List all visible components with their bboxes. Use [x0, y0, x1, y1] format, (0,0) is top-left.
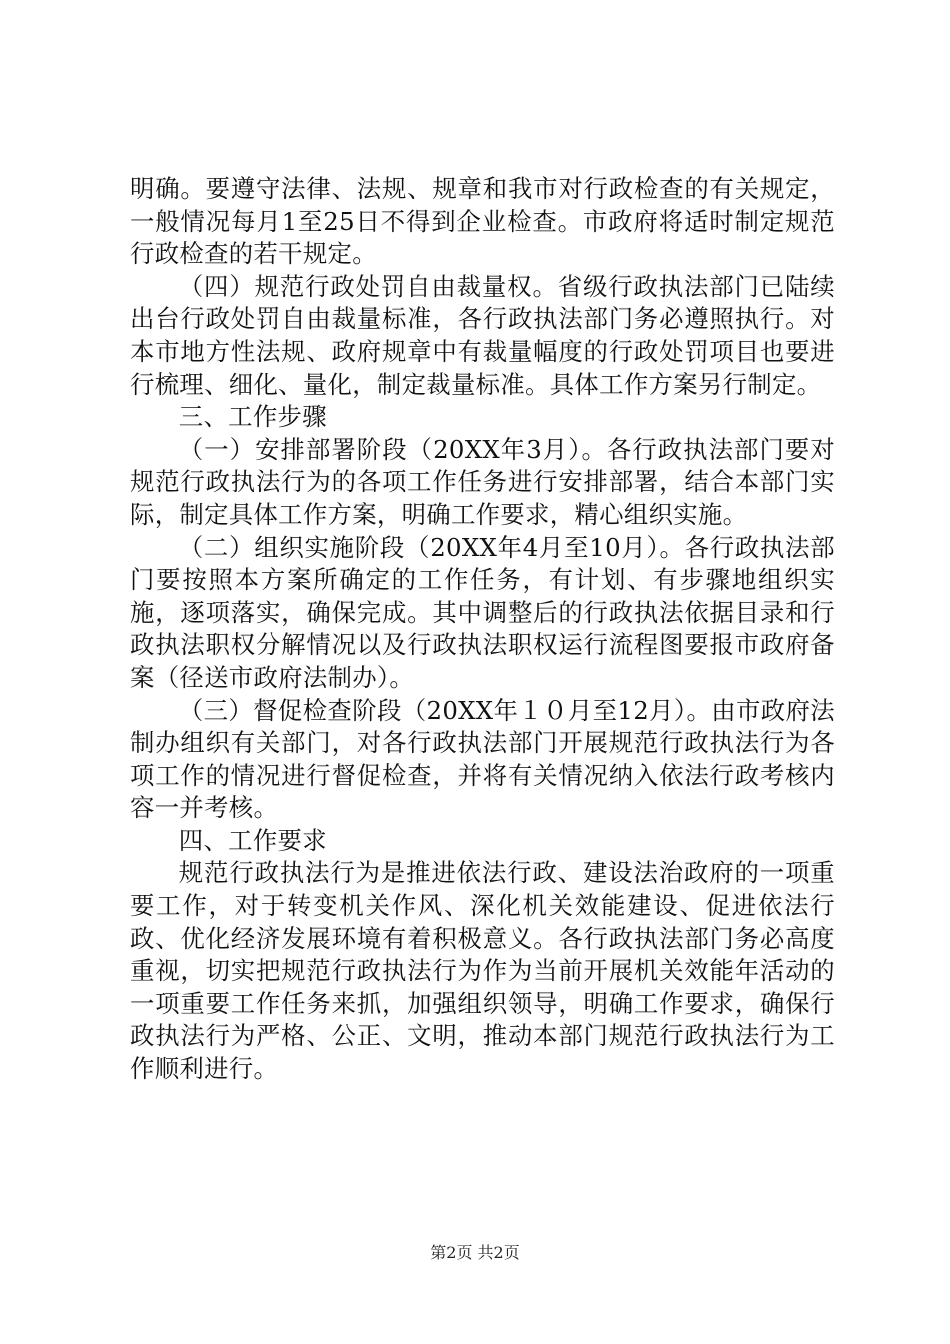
paragraph-step-2: （二）组织实施阶段（20XX年4月至10月）。各行政执法部门要按照本方案所确定的工作任务，有计划、有步骤地组织实施，逐项落实，确保完成。其中调整后的行政执法依据目录和行政执法职权分解情况以及行政执法职权运行流程图要报市政府备案（径送市政府法制办）。	[130, 532, 835, 692]
paragraph-section-4: （四）规范行政处罚自由裁量权。省级行政执法部门已陆续出台行政处罚自由裁量标准，各行政执法部门务必遵照执行。对本市地方性法规、政府规章中有裁量幅度的行政处罚项目也要进行梳理、细化、量化，制定裁量标准。具体工作方案另行制定。	[130, 271, 835, 399]
document-body	[130, 173, 835, 1086]
page-footer: 第2页 共2页	[430, 1243, 520, 1262]
paragraph-requirements: 规范行政执法行为是推进依法行政、建设法治政府的一项重要工作，对于转变机关作风、深化机关效能建设、促进依法行政、优化经济发展环境有着积极意义。各行政执法部门务必高度重视，切实把规范行政执法行为作为当前开展机关效能年活动的一项重要工作任务来抓，加强组织领导，明确工作要求，确保行政执法行为严格、公正、文明，推动本部门规范行政执法行为工作顺利进行。	[130, 858, 835, 1084]
paragraph-step-3: （三）督促检查阶段（20XX年１０月至12月）。由市政府法制办组织有关部门，对各行政执法部门开展规范行政执法行为各项工作的情况进行督促检查，并将有关情况纳入依法行政考核内容一并考核。	[130, 695, 835, 823]
heading-work-requirements: 四、工作要求	[178, 825, 327, 855]
paragraph-continuation: 明确。要遵守法律、法规、规章和我市对行政检查的有关规定，一般情况每月1至25日不得到企业检查。市政府将适时制定规范行政检查的若干规定。	[130, 174, 835, 269]
heading-work-steps: 三、工作步骤	[178, 402, 327, 432]
paragraph-step-1: （一）安排部署阶段（20XX年3月）。各行政执法部门要对规范行政执法行为的各项工作任务进行安排部署，结合本部门实际，制定具体工作方案，明确工作要求，精心组织实施。	[130, 434, 835, 529]
